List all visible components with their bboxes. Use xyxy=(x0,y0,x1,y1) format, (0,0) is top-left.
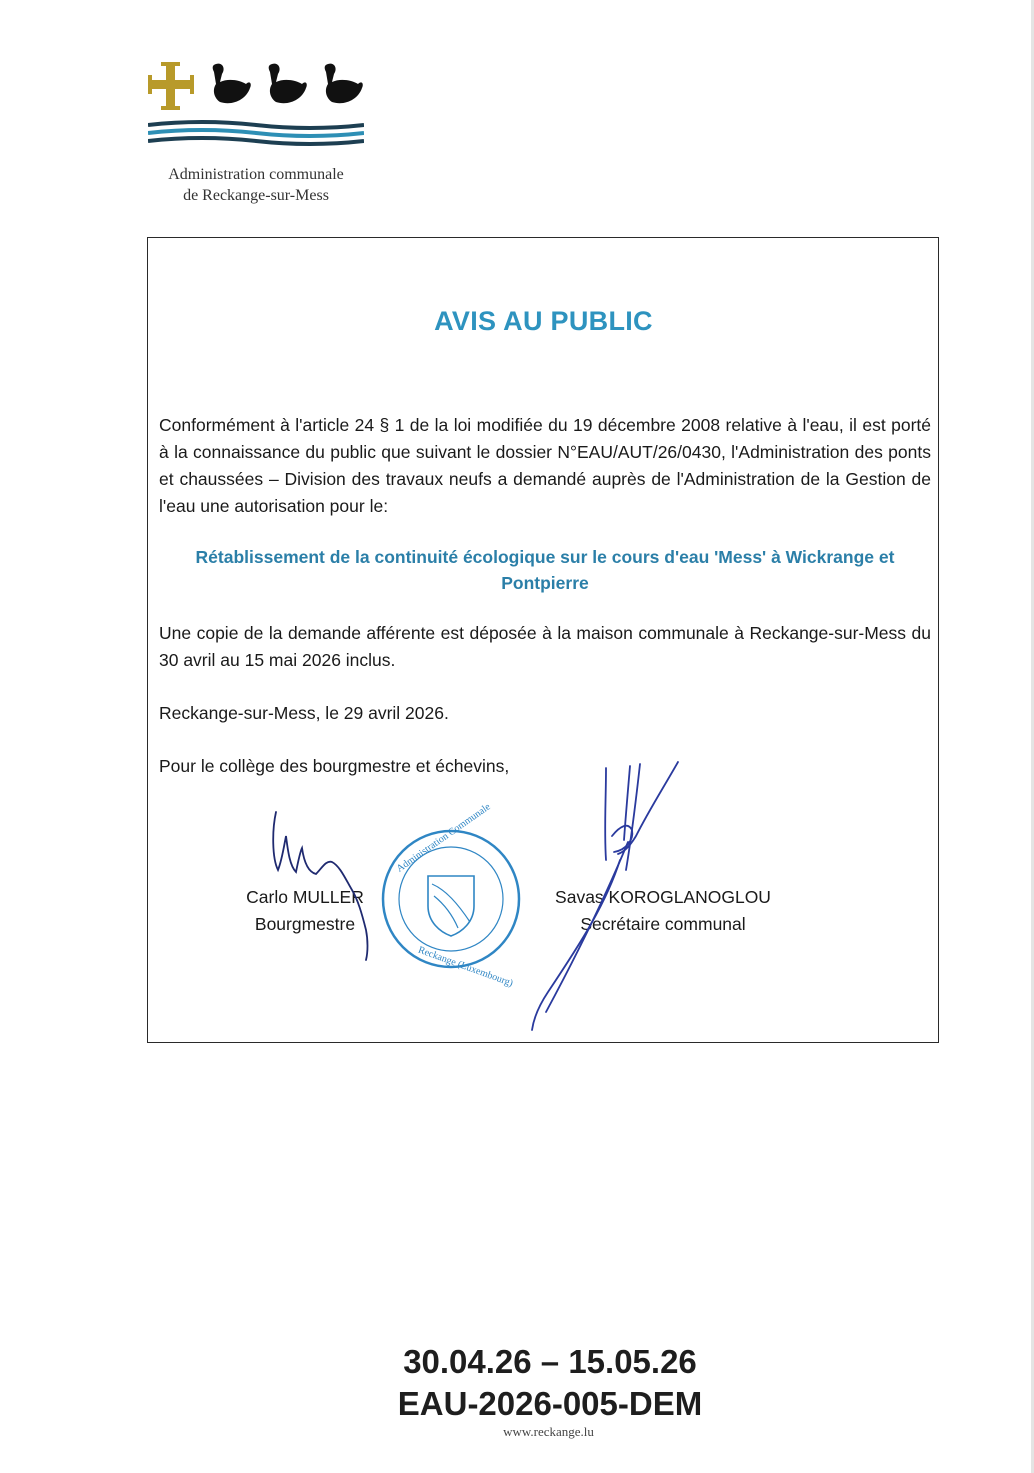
display-period: 30.04.26 – 15.05.26 xyxy=(403,1343,697,1380)
signer-secretary xyxy=(548,884,778,938)
logo-waves xyxy=(148,120,364,150)
college-line: Pour le collège des bourgmestre et échevins, xyxy=(159,756,510,776)
signer-mayor xyxy=(230,884,380,938)
seal-text-bottom: Reckange (Luxembourg) xyxy=(416,944,515,990)
signer-secretary-role: Secrétaire communal xyxy=(580,914,746,934)
place-and-date: Reckange-sur-Mess, le 29 avril 2026. xyxy=(159,703,449,723)
seal-text-top: Administration Communale xyxy=(394,801,493,875)
signer-mayor-role: Bourgmestre xyxy=(254,914,356,934)
organization-name xyxy=(140,164,372,206)
bird-icon xyxy=(325,64,363,104)
reference-code: EAU-2026-005-DEM xyxy=(397,1385,703,1422)
subject-line-1: Rétablissement de la continuité écologique sur le cours d'eau 'Mess' à Wickrange et xyxy=(195,547,895,567)
notice-paragraph-2: Une copie de la demande afférente est déposée à la maison communale à Reckange-sur-Mess du 30 avril au 15 mai 2026 inclus. xyxy=(159,623,931,670)
bird-icon xyxy=(213,64,251,104)
notice-title: AVIS AU PUBLIC xyxy=(434,306,653,336)
signer-mayor-name: Carlo MULLER xyxy=(246,887,364,907)
signer-secretary-name: Savas KOROGLANOGLOU xyxy=(555,887,771,907)
cross-icon xyxy=(148,62,194,110)
org-line-1: Administration communale xyxy=(168,166,344,183)
website-link[interactable]: www.reckange.lu xyxy=(503,1424,594,1439)
project-subject xyxy=(159,544,931,596)
logo-symbols xyxy=(148,60,373,115)
bird-icon xyxy=(269,64,307,104)
notice-paragraph-1: Conformément à l'article 24 § 1 de la loi modifiée du 19 décembre 2008 relative à l'eau, il est porté à la connaissance du public que suivant le dossier N°EAU/AUT/26/0430, l'Administration des ponts et chaussées – Division des travaux neufs a demandé auprès de l'Administration de la Gestion de l'eau une autorisation pour le: xyxy=(159,415,931,516)
subject-line-2: Pontpierre xyxy=(501,573,589,593)
org-line-2: de Reckange-sur-Mess xyxy=(183,187,329,204)
